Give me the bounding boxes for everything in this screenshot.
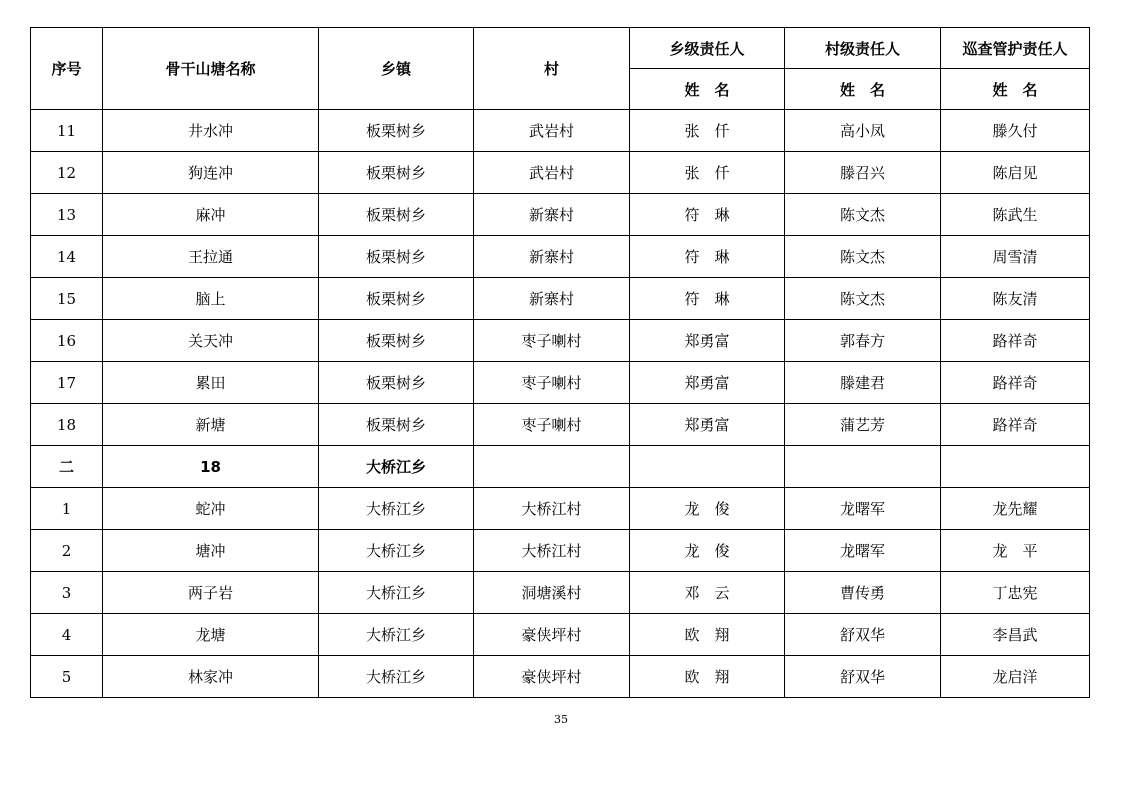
cell-village: 枣子喇村 <box>474 362 630 404</box>
cell-pond: 麻冲 <box>103 194 319 236</box>
header-village: 村 <box>474 28 630 110</box>
cell-village-person: 陈文杰 <box>785 278 941 320</box>
section-township: 大桥江乡 <box>319 446 474 488</box>
cell-township-person: 郑勇富 <box>630 362 785 404</box>
cell-township-person: 符 琳 <box>630 194 785 236</box>
cell-village: 枣子喇村 <box>474 404 630 446</box>
cell-village-person: 舒双华 <box>785 656 941 698</box>
cell-seq: 4 <box>31 614 103 656</box>
cell-village-person: 龙曙军 <box>785 488 941 530</box>
cell-township: 板栗树乡 <box>319 152 474 194</box>
cell-pond: 脑上 <box>103 278 319 320</box>
cell-village-person: 滕召兴 <box>785 152 941 194</box>
cell-village-person: 蒲艺芳 <box>785 404 941 446</box>
cell-patrol-person: 路祥奇 <box>941 404 1090 446</box>
cell-township: 大桥江乡 <box>319 572 474 614</box>
table-row <box>31 362 1090 404</box>
table-row <box>31 614 1090 656</box>
cell-pond: 王拉通 <box>103 236 319 278</box>
section-empty-township-person <box>630 446 785 488</box>
cell-seq: 1 <box>31 488 103 530</box>
cell-township: 板栗树乡 <box>319 404 474 446</box>
cell-township-person: 符 琳 <box>630 236 785 278</box>
cell-village-person: 陈文杰 <box>785 194 941 236</box>
table-row <box>31 320 1090 362</box>
table-row <box>31 572 1090 614</box>
header-seq: 序号 <box>31 28 103 110</box>
header-township: 乡镇 <box>319 28 474 110</box>
cell-pond: 关天冲 <box>103 320 319 362</box>
cell-village-person: 曹传勇 <box>785 572 941 614</box>
header-village-responsible: 村级责任人 <box>785 28 941 69</box>
cell-patrol-person: 陈友清 <box>941 278 1090 320</box>
cell-seq: 16 <box>31 320 103 362</box>
cell-pond: 林家冲 <box>103 656 319 698</box>
cell-seq: 5 <box>31 656 103 698</box>
header-patrol-name-sub: 姓 名 <box>941 69 1090 110</box>
cell-seq: 12 <box>31 152 103 194</box>
section-count: 18 <box>103 446 319 488</box>
cell-patrol-person: 路祥奇 <box>941 320 1090 362</box>
cell-pond: 累田 <box>103 362 319 404</box>
cell-pond: 塘冲 <box>103 530 319 572</box>
cell-township: 板栗树乡 <box>319 236 474 278</box>
table-row <box>31 656 1090 698</box>
cell-patrol-person: 滕久付 <box>941 110 1090 152</box>
cell-seq: 13 <box>31 194 103 236</box>
cell-village-person: 舒双华 <box>785 614 941 656</box>
cell-township-person: 欧 翔 <box>630 614 785 656</box>
cell-seq: 2 <box>31 530 103 572</box>
cell-pond: 井水冲 <box>103 110 319 152</box>
cell-patrol-person: 龙先耀 <box>941 488 1090 530</box>
cell-seq: 15 <box>31 278 103 320</box>
cell-village: 豪侠坪村 <box>474 614 630 656</box>
table-row <box>31 194 1090 236</box>
cell-village-person: 高小凤 <box>785 110 941 152</box>
cell-patrol-person: 陈武生 <box>941 194 1090 236</box>
cell-village: 武岩村 <box>474 152 630 194</box>
header-township-name-sub: 姓 名 <box>630 69 785 110</box>
cell-village: 新寨村 <box>474 194 630 236</box>
cell-township-person: 张 仟 <box>630 110 785 152</box>
page-number: 35 <box>554 713 568 726</box>
cell-township-person: 欧 翔 <box>630 656 785 698</box>
cell-township: 大桥江乡 <box>319 488 474 530</box>
cell-township: 大桥江乡 <box>319 530 474 572</box>
table-row <box>31 152 1090 194</box>
cell-township-person: 郑勇富 <box>630 320 785 362</box>
cell-pond: 狗连冲 <box>103 152 319 194</box>
cell-township: 大桥江乡 <box>319 656 474 698</box>
responsibility-table <box>30 27 1090 698</box>
table-row <box>31 530 1090 572</box>
cell-pond: 龙塘 <box>103 614 319 656</box>
cell-patrol-person: 李昌武 <box>941 614 1090 656</box>
cell-patrol-person: 龙 平 <box>941 530 1090 572</box>
cell-village-person: 郭春方 <box>785 320 941 362</box>
table-row <box>31 278 1090 320</box>
cell-village: 豪侠坪村 <box>474 656 630 698</box>
cell-seq: 3 <box>31 572 103 614</box>
cell-village: 洞塘溪村 <box>474 572 630 614</box>
cell-village-person: 龙曙军 <box>785 530 941 572</box>
section-empty-patrol-person <box>941 446 1090 488</box>
cell-township: 板栗树乡 <box>319 362 474 404</box>
cell-village: 新寨村 <box>474 278 630 320</box>
cell-village: 枣子喇村 <box>474 320 630 362</box>
header-patrol-responsible: 巡查管护责任人 <box>941 28 1090 69</box>
cell-village: 大桥江村 <box>474 530 630 572</box>
cell-patrol-person: 丁忠宪 <box>941 572 1090 614</box>
header-township-responsible: 乡级责任人 <box>630 28 785 69</box>
cell-village: 新寨村 <box>474 236 630 278</box>
table-row <box>31 488 1090 530</box>
cell-seq: 17 <box>31 362 103 404</box>
table-row <box>31 404 1090 446</box>
cell-pond: 新塘 <box>103 404 319 446</box>
cell-township-person: 邓 云 <box>630 572 785 614</box>
cell-patrol-person: 龙启洋 <box>941 656 1090 698</box>
cell-township-person: 龙 俊 <box>630 488 785 530</box>
table-row <box>31 236 1090 278</box>
cell-township: 板栗树乡 <box>319 320 474 362</box>
cell-township-person: 郑勇富 <box>630 404 785 446</box>
cell-township: 大桥江乡 <box>319 614 474 656</box>
cell-seq: 14 <box>31 236 103 278</box>
section-seq: 二 <box>31 446 103 488</box>
cell-seq: 11 <box>31 110 103 152</box>
cell-village-person: 陈文杰 <box>785 236 941 278</box>
cell-patrol-person: 周雪清 <box>941 236 1090 278</box>
cell-village: 大桥江村 <box>474 488 630 530</box>
section-row <box>31 446 1090 488</box>
header-pond-name: 骨干山塘名称 <box>103 28 319 110</box>
cell-pond: 蛇冲 <box>103 488 319 530</box>
cell-village: 武岩村 <box>474 110 630 152</box>
cell-township-person: 张 仟 <box>630 152 785 194</box>
cell-township-person: 符 琳 <box>630 278 785 320</box>
section-empty-village-person <box>785 446 941 488</box>
cell-patrol-person: 路祥奇 <box>941 362 1090 404</box>
cell-township-person: 龙 俊 <box>630 530 785 572</box>
cell-pond: 两子岩 <box>103 572 319 614</box>
cell-township: 板栗树乡 <box>319 194 474 236</box>
table-row <box>31 110 1090 152</box>
cell-patrol-person: 陈启见 <box>941 152 1090 194</box>
cell-seq: 18 <box>31 404 103 446</box>
section-empty-village <box>474 446 630 488</box>
cell-township: 板栗树乡 <box>319 278 474 320</box>
cell-township: 板栗树乡 <box>319 110 474 152</box>
cell-village-person: 滕建君 <box>785 362 941 404</box>
header-village-name-sub: 姓 名 <box>785 69 941 110</box>
